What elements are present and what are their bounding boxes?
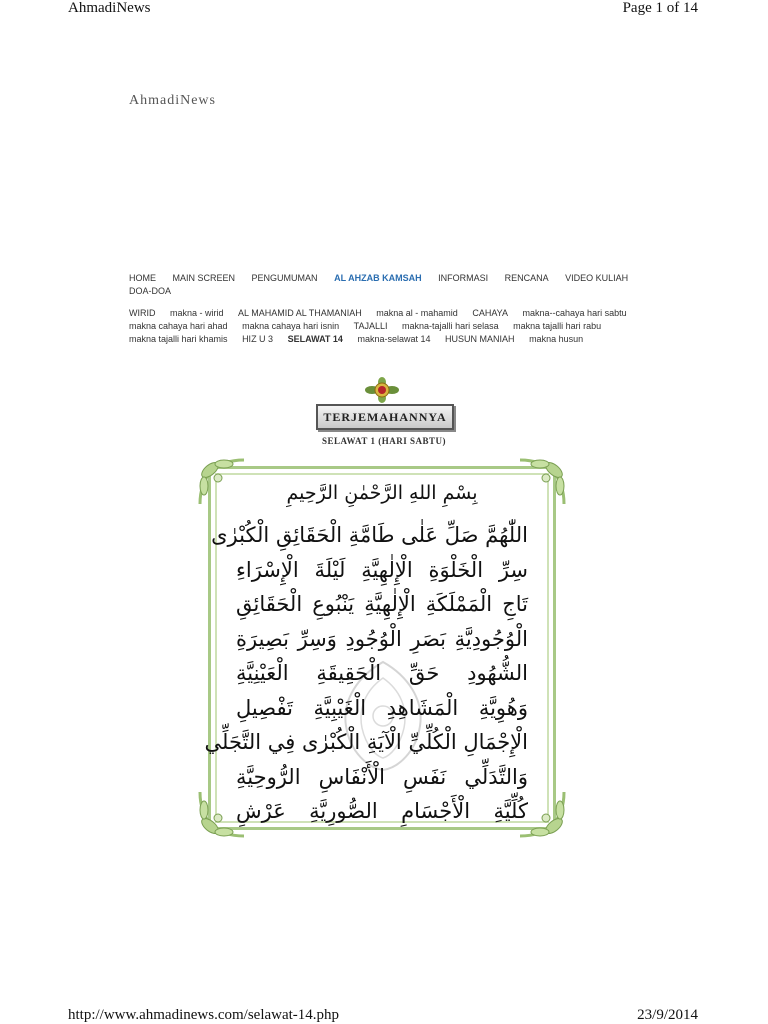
selawat-arabic-text <box>204 482 528 829</box>
subnav-item-selawat-14[interactable]: SELAWAT 14 <box>287 334 343 344</box>
arabic-line: تَاجِ الْمَمْلَكَةِ الْإِلٰهِيَّةِ يَنْبُوعِ الْحَقَائِقِ <box>236 592 528 616</box>
arabic-line: سِرِّ الْخَلْوَةِ الْإِلٰهِيَّةِ لَيْلَةَ الْإِسْرَاءِ <box>236 557 528 582</box>
subnav-item-al-mahamid[interactable]: AL MAHAMID AL THAMANIAH <box>238 308 362 318</box>
site-title[interactable]: AhmadiNews <box>129 93 216 108</box>
subnav-item-tajalli[interactable]: TAJALLI <box>353 321 388 331</box>
arabic-line: الشُّهُودِ حَقِّ الْحَقِيقَةِ الْعَيْنِيَّةِ <box>236 661 528 685</box>
arabic-text-frame <box>196 456 568 840</box>
subnav-item-hiz-u-3[interactable]: HIZ U 3 <box>242 334 274 344</box>
basmala: بِسْمِ اللهِ الرَّحْمٰنِ الرَّحِيمِ <box>286 482 478 504</box>
nav-item-pengumuman[interactable]: PENGUMUMAN <box>251 273 318 283</box>
subnav-item-makna-husun[interactable]: makna husun <box>529 334 584 344</box>
nav-item-informasi[interactable]: INFORMASI <box>438 273 489 283</box>
print-header-page: Page 1 of 14 <box>622 0 698 16</box>
subnav-item-cahaya[interactable]: CAHAYA <box>472 308 509 318</box>
site-navigation <box>129 272 649 346</box>
arabic-line: كُلِّيَّةِ الْأَجْسَامِ الصُّورِيَّةِ عَرْشِ <box>236 799 528 823</box>
arabic-line: الْإِجْمَالِ الْكُلِّيِّ الْآيَةِ الْكُبْرٰى فِي التَّجَلِّي <box>204 730 528 754</box>
subnav-item-makna-cahaya-isnin[interactable]: makna cahaya hari isnin <box>242 321 340 331</box>
print-footer-url: http://www.ahmadinews.com/selawat-14.php <box>68 1007 340 1023</box>
subnav-item-wirid[interactable]: WIRID <box>129 308 156 318</box>
selawat-subheading: SELAWAT 1 (HARI SABTU) <box>322 436 446 446</box>
arabic-line: وَالتَّدَلِّي نَفَسِ الْأَنْفَاسِ الرُّوحِيَّةِ <box>236 764 528 789</box>
main-menu <box>129 272 649 298</box>
sub-menu <box>129 307 649 346</box>
arabic-line: وَهُوِيَّةِ الْمَشَاهِدِ الْغَيْبِيَّةِ تَفْصِيلِ <box>236 695 528 720</box>
translation-heading: TERJEMAHANNYA <box>316 404 454 430</box>
subnav-item-makna-tajalli-rabu[interactable]: makna tajalli hari rabu <box>513 321 602 331</box>
nav-item-main-screen[interactable]: MAIN SCREEN <box>172 273 236 283</box>
print-footer-date: 23/9/2014 <box>637 1007 698 1023</box>
nav-item-video-kuliah[interactable]: VIDEO KULIAH <box>565 273 629 283</box>
subnav-item-makna-wirid[interactable]: makna - wirid <box>170 308 224 318</box>
print-header-site: AhmadiNews <box>68 0 151 16</box>
arabic-line: الْوُجُودِيَّةِ بَصَرِ الْوُجُودِ وَسِرِّ بَصِيرَةِ <box>236 626 528 651</box>
nav-item-doa-doa[interactable]: DOA-DOA <box>129 286 172 296</box>
subnav-item-makna-cahaya-sabtu[interactable]: makna--cahaya hari sabtu <box>522 308 627 318</box>
arabic-line: اللّٰهُمَّ صَلِّ عَلٰى طَامَّةِ الْحَقَائِقِ الْكُبْرٰى <box>211 523 528 547</box>
subnav-item-makna-selawat-14[interactable]: makna-selawat 14 <box>357 334 431 344</box>
nav-item-rencana[interactable]: RENCANA <box>504 273 549 283</box>
subnav-item-makna-al-mahamid[interactable]: makna al - mahamid <box>376 308 458 318</box>
subnav-item-makna-cahaya-ahad[interactable]: makna cahaya hari ahad <box>129 321 228 331</box>
subnav-item-husun-maniah[interactable]: HUSUN MANIAH <box>445 334 515 344</box>
subnav-item-makna-tajalli-khamis[interactable]: makna tajalli hari khamis <box>129 334 228 344</box>
nav-item-al-ahzab-kamsah[interactable]: AL AHZAB KAMSAH <box>334 273 422 283</box>
nav-item-home[interactable]: HOME <box>129 273 156 283</box>
subnav-item-makna-tajalli-selasa[interactable]: makna-tajalli hari selasa <box>402 321 499 331</box>
floral-emblem-icon <box>364 377 400 403</box>
